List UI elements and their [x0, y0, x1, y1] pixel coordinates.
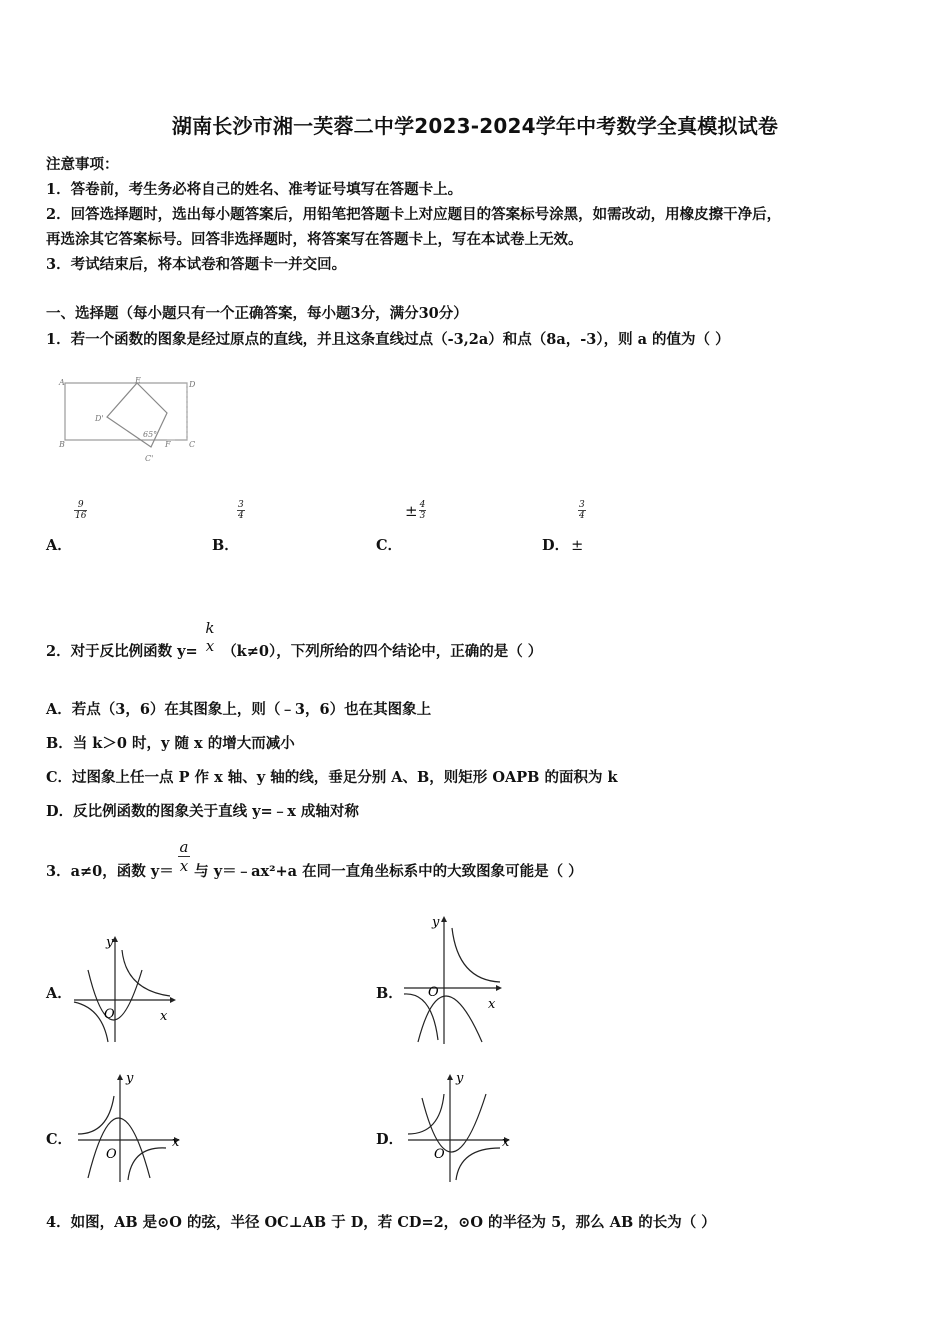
notice-item: 再选涂其它答案标号。回答非选择题时，将答案写在答题卡上，写在本试卷上无效。 — [46, 231, 583, 248]
figure-rectangle — [65, 383, 187, 440]
fig-label: D — [189, 380, 196, 389]
question-3-text: 3．a≠0，函数 y＝ $\frac{a}{x}$ 与 y＝﹣ax²+a 在同一直角坐标系中的大致图象可能是（ ） — [46, 838, 583, 880]
origin-label: O — [428, 985, 439, 1000]
q1-option-c[interactable]: C． — [376, 537, 403, 554]
q3-option-b[interactable]: B． — [376, 985, 403, 1002]
q3-graph-c[interactable] — [74, 1068, 186, 1186]
question-4-text: 4．如图，AB 是⊙O 的弦，半径 OC⊥AB 于 D，若 CD=2，⊙O 的半径为 5，那么 AB 的长为（ ） — [46, 1214, 716, 1231]
q1-option-d[interactable]: D． ± — [542, 537, 584, 554]
q3-graph-b[interactable] — [400, 910, 510, 1050]
q3-graph-d[interactable] — [404, 1068, 516, 1186]
axis-y-label: y — [432, 915, 440, 930]
q1-option-a[interactable]: A． — [46, 537, 72, 554]
fig-label: B — [59, 440, 65, 449]
q1-option-b-fraction: 3 4 — [238, 500, 244, 521]
axis-y-label: y — [106, 935, 114, 950]
origin-label: O — [104, 1007, 115, 1022]
question-1-text: 1．若一个函数的图象是经过原点的直线，并且这条直线过点（-3,2a）和点（8a，-3），则 a 的值为（ ） — [46, 331, 730, 348]
q2-option-b[interactable]: B．当 k＞0 时，y 随 x 的增大而减小 — [46, 735, 295, 752]
figure-fold — [107, 383, 167, 447]
page-title: 湖南长沙市湘一芙蓉二中学2023-2024学年中考数学全真模拟试卷 — [171, 114, 779, 138]
q3-option-d[interactable]: D． — [376, 1131, 404, 1148]
axis-y-label: y — [456, 1071, 464, 1086]
q2-option-a[interactable]: A．若点（3，6）在其图象上，则（﹣3，6）也在其图象上 — [46, 701, 432, 718]
axis-x-label: x — [172, 1135, 180, 1150]
fig-label: D' — [95, 414, 104, 423]
notice-item: 2．回答选择题时，选出每小题答案后，用铅笔把答题卡上对应题目的答案标号涂黑，如需改动，用橡皮擦干净后， — [46, 206, 782, 223]
q2-option-c[interactable]: C．过图象上任一点 P 作 x 轴、y 轴的线，垂足分别 A、B，则矩形 OAPB 的面积为 k — [46, 769, 618, 786]
fig-label: 65° — [143, 430, 158, 439]
fig-label: E — [135, 376, 141, 385]
axis-y-label: y — [126, 1071, 134, 1086]
fig-label: C — [189, 440, 196, 449]
fig-label: F — [165, 440, 171, 449]
fig-label: C' — [145, 454, 154, 463]
section-heading: 一、选择题（每小题只有一个正确答案，每小题3分，满分30分） — [46, 305, 468, 322]
notice-item: 3．考试结束后，将本试卷和答题卡一并交回。 — [46, 256, 347, 273]
notice-heading: 注意事项： — [46, 156, 119, 173]
q3-option-a[interactable]: A． — [46, 985, 72, 1002]
axis-x-label: x — [488, 997, 496, 1012]
q1-option-b[interactable]: B． — [212, 537, 239, 554]
q2-option-d[interactable]: D．反比例函数的图象关于直线 y=﹣x 成轴对称 — [46, 803, 359, 820]
q1-option-c-fraction: ± $\frac{4}{3}$ — [405, 500, 426, 521]
q3-graph-a[interactable] — [70, 930, 180, 1050]
question-2-text: 2．对于反比例函数 y= k x （k≠0），下列所给的四个结论中，正确的是（ ） — [46, 618, 543, 660]
q1-option-a-fraction: 9 16 — [75, 500, 87, 521]
q3-option-c[interactable]: C． — [46, 1131, 73, 1148]
notice-item: 1．答卷前，考生务必将自己的姓名、准考证号填写在答题卡上。 — [46, 181, 463, 198]
q1-option-d-fraction: 3 4 — [579, 500, 585, 521]
axis-x-label: x — [160, 1009, 168, 1024]
origin-label: O — [434, 1147, 445, 1162]
q1-rectangle-figure — [55, 375, 205, 465]
fig-label: A — [59, 378, 65, 387]
origin-label: O — [106, 1147, 117, 1162]
axis-x-label: x — [502, 1135, 510, 1150]
